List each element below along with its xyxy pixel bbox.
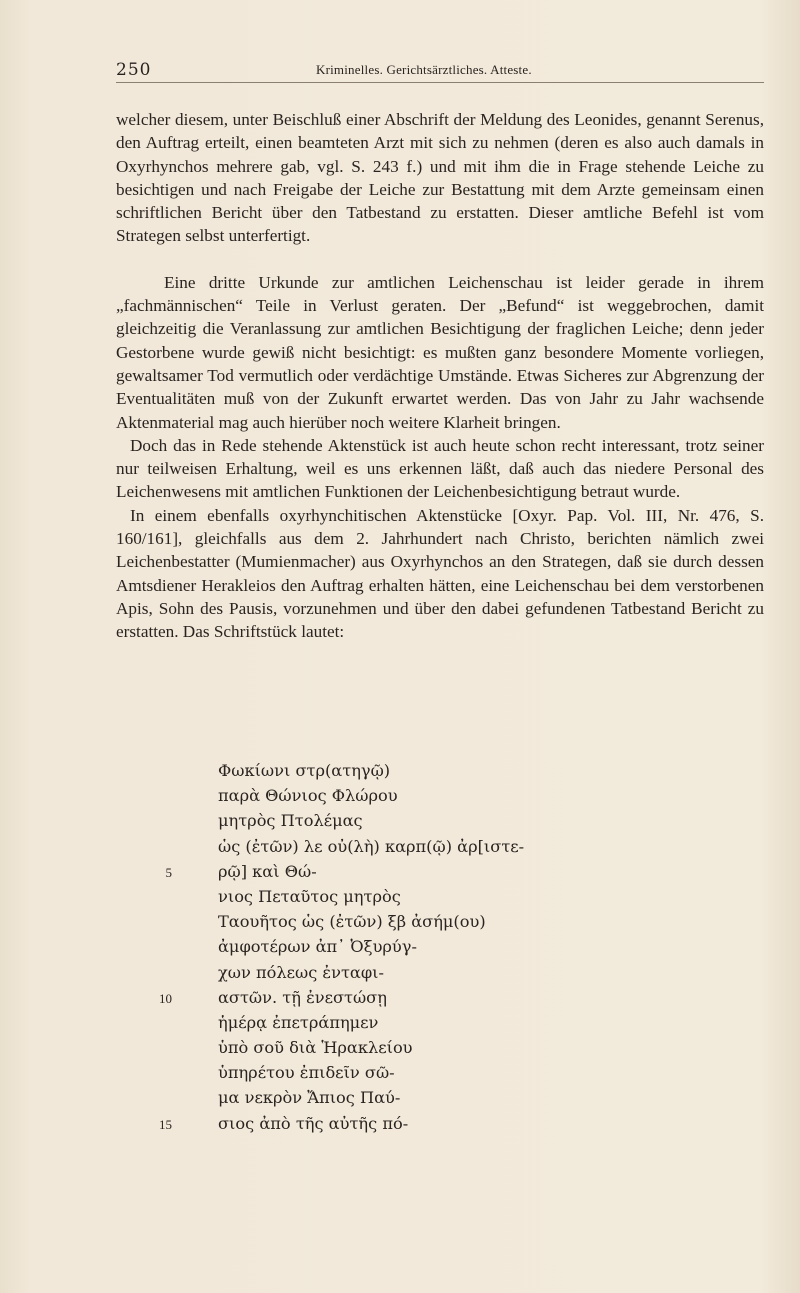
greek-line-text: νιος Πεταῦτος μητρὸς <box>218 886 401 906</box>
line-number: 5 <box>165 864 172 880</box>
greek-line <box>218 834 638 859</box>
greek-line <box>159 985 638 1010</box>
page-header <box>116 60 764 83</box>
greek-line-text: ὑπὸ σοῦ διὰ Ἡρακλείου <box>218 1038 413 1058</box>
paragraph: Eine dritte Urkunde zur amtlichen Leichenschau ist leider gerade in ihrem „fachmännischen“ Teile in Verlust geraten. Der „Befund“ ist weggebrochen, damit gleichzeitig die Veranlassung zur amtlichen Besichtigung der fraglichen Leiche; denn jeder Gestorbene wurde gewiß nicht besichtigt: es mußten ganz besondere Momente vorliegen, gewaltsamer Tod vermutlich oder verdächtige Umstände. Etwas Sicheres zur Abgrenzung der Eventualitäten muß von der Zukunft erwartet werden. Das von Jahr zu Jahr wachsende Aktenmaterial mag auch hierüber noch weitere Klarheit bringen. <box>116 272 764 432</box>
greek-line <box>218 758 638 783</box>
body-text <box>116 108 764 644</box>
greek-line <box>218 783 638 808</box>
greek-line-text: αστῶν. τῇ ἐνεστώσῃ <box>218 987 387 1007</box>
page-number: 250 <box>116 60 152 80</box>
greek-line-text: μα νεκρὸν Ἄπιος Παύ- <box>218 1088 401 1108</box>
paragraph: welcher diesem, unter Beischluß einer Abschrift der Meldung des Leonides, genannt Serenus, den Auftrag erteilt, einen beamteten Arzt mit sich zu nehmen (deren es also auch damals in Oxyrhynchos mehrere gab, vgl. S. 243 f.) und mit ihm die in Frage stehende Leiche zu besichtigen und nach Freigabe der Leiche zur Bestattung mit dem Arzte gemeinsam einen schriftlichen Bericht über den Tatbestand zu erstatten. Dieser amtliche Befehl ist vom Strategen selbst unterfertigt. <box>116 110 764 246</box>
running-head: Kriminelles. Gerichtsärztliches. Atteste. <box>316 62 532 77</box>
paragraph: In einem ebenfalls oxyrhynchitischen Aktenstücke [Oxyr. Pap. Vol. III, Nr. 476, S. 160/161], gleichfalls aus dem 2. Jahrhundert nach Christo, berichten nämlich zwei Leichenbestatter (Mumienmacher) aus Oxyrhynchos an den Strategen, daß sie durch dessen Amtsdiener Herakleios den Auftrag erhalten hätten, eine Leichenschau bei dem verstorbenen Apis, Sohn des Pausis, vorzunehmen und über den dabei gefundenen Tatbestand Bericht zu erstatten. Das Schriftstück lautet: <box>116 505 764 642</box>
greek-papyrus-text <box>159 758 638 1136</box>
greek-line-text: μητρὸς Πτολέμας <box>218 811 363 831</box>
greek-line-text: Φωκίωνι στρ(ατηγῷ) <box>218 761 391 780</box>
line-number: 10 <box>159 990 172 1006</box>
line-number: 15 <box>159 1116 172 1132</box>
greek-line <box>218 884 638 909</box>
greek-line <box>159 1111 638 1136</box>
greek-line <box>218 1010 638 1035</box>
paragraph: Doch das in Rede stehende Aktenstück ist auch heute schon recht interessant, trotz seiner nur teilweisen Erhaltung, weil es uns erkennen läßt, daß auch das niedere Personal des Leichenwesens mit amtlichen Funktionen der Leichenbesichtigung betraut wurde. <box>116 435 764 502</box>
greek-line-text: ρῷ] καὶ Θώ- <box>218 861 317 881</box>
greek-line-text: σιος ἀπὸ τῆς αὐτῆς πό- <box>218 1113 409 1133</box>
greek-line-text: παρὰ Θώνιος Φλώρου <box>218 786 398 806</box>
greek-line-text: χων πόλεως ἐνταφι- <box>218 962 385 982</box>
greek-line <box>218 1035 638 1060</box>
greek-line <box>218 934 638 959</box>
greek-line-text: ὑπηρέτου ἐπιδεῖν σῶ- <box>218 1063 395 1083</box>
greek-line-text: ἡμέρᾳ ἐπετράπημεν <box>218 1012 379 1032</box>
greek-line <box>218 909 638 934</box>
greek-line-text: ὡς (ἐτῶν) λε οὐ(λὴ) καρπ(ῷ) ἀρ[ιστε- <box>218 836 525 856</box>
greek-line-text: ἀμφοτέρων ἀπ᾽ Ὀξυρύγ- <box>218 937 417 957</box>
greek-line <box>218 960 638 985</box>
greek-line <box>218 808 638 833</box>
greek-line <box>165 859 638 884</box>
greek-line <box>218 1085 638 1110</box>
greek-line-text: Ταουῆτος ὡς (ἐτῶν) ξβ ἀσήμ(ου) <box>218 912 486 932</box>
greek-line <box>218 1060 638 1085</box>
